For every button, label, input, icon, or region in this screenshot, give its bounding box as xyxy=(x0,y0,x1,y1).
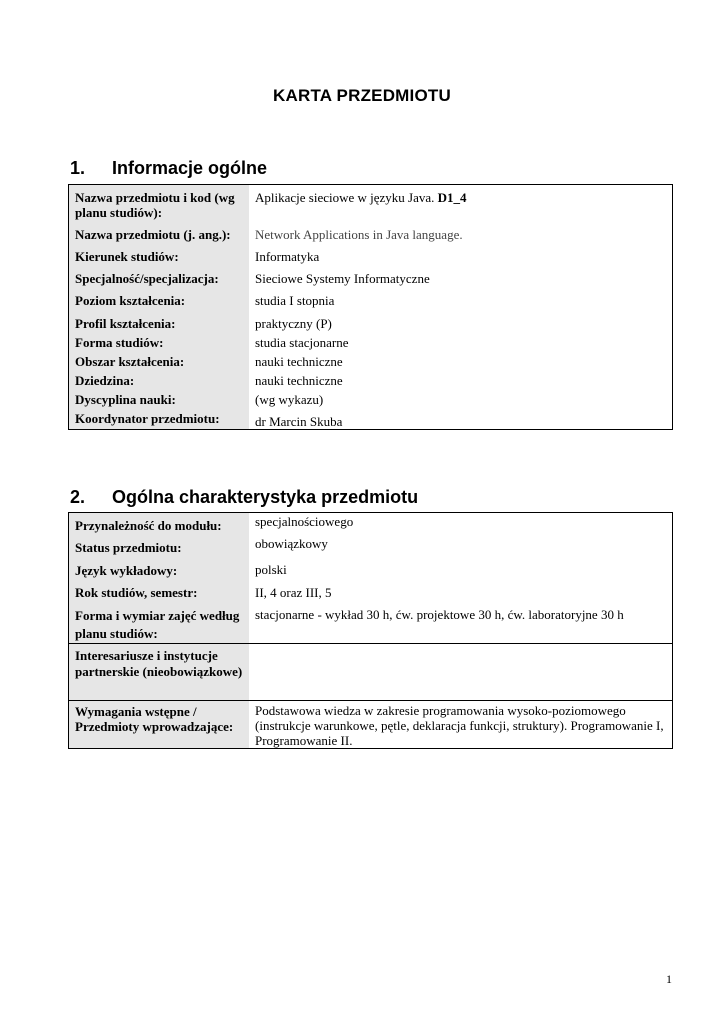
field-of-study-value: Informatyka xyxy=(255,249,320,264)
domain-value: nauki techniczne xyxy=(255,373,343,388)
course-name-label: Nazwa przedmiotu i kod (wg planu studiów): xyxy=(69,185,250,223)
field-of-study-label: Kierunek studiów: xyxy=(69,244,250,266)
course-name-text: Aplikacje sieciowe w języku Java. xyxy=(255,190,435,205)
requirements-value: Podstawowa wiedza w zakresie programowania wysoko-poziomowego (instrukcje warunkowe, pętle, deklaracja funkcji, struktury). Programowanie I, Programowanie II. xyxy=(255,703,664,748)
table-row xyxy=(69,350,673,369)
course-name-en-value: Network Applications in Java language. xyxy=(255,227,463,242)
section-2-number: 2. xyxy=(70,487,86,507)
year-semester-value: II, 4 oraz III, 5 xyxy=(255,585,332,600)
section-2-heading xyxy=(70,487,418,508)
discipline-value: (wg wykazu) xyxy=(255,392,324,407)
table-row xyxy=(69,288,673,310)
study-form-value: studia stacjonarne xyxy=(255,335,349,350)
language-label: Język wykładowy: xyxy=(69,559,250,581)
table-row xyxy=(69,581,673,603)
section-1-heading xyxy=(70,158,267,179)
education-area-value: nauki techniczne xyxy=(255,354,343,369)
course-status-label: Status przedmiotu: xyxy=(69,536,250,559)
table-row xyxy=(69,244,673,266)
section-2-title: Ogólna charakterystyka przedmiotu xyxy=(112,487,419,507)
table-row xyxy=(69,559,673,581)
discipline-label: Dyscyplina nauki: xyxy=(69,388,250,407)
table-row xyxy=(69,388,673,407)
course-status-value: obowiązkowy xyxy=(255,536,328,551)
partners-value xyxy=(249,644,673,701)
table-row xyxy=(69,310,673,331)
course-code: D1_4 xyxy=(437,190,467,205)
education-profile-label: Profil kształcenia: xyxy=(69,310,250,331)
general-info-table xyxy=(68,184,673,430)
coordinator-label: Koordynator przedmiotu: xyxy=(69,407,250,430)
module-label: Przynależność do modułu: xyxy=(69,513,250,537)
specialization-value: Sieciowe Systemy Informatyczne xyxy=(255,271,430,286)
education-level-label: Poziom kształcenia: xyxy=(69,288,250,310)
year-semester-label: Rok studiów, semestr: xyxy=(69,581,250,603)
class-form-value: stacjonarne - wykład 30 h, ćw. projektowe 30 h, ćw. laboratoryjne 30 h xyxy=(255,607,624,622)
table-row xyxy=(69,536,673,559)
document-title: KARTA PRZEDMIOTU xyxy=(273,86,451,105)
class-form-label: Forma i wymiar zajęć według planu studiów: xyxy=(69,603,250,644)
domain-label: Dziedzina: xyxy=(69,369,250,388)
partners-label: Interesariusze i instytucje partnerskie (nieobowiązkowe) xyxy=(69,644,250,701)
course-name-value xyxy=(249,185,673,223)
table-row xyxy=(69,185,673,223)
page-number: 1 xyxy=(666,972,672,986)
table-row xyxy=(69,266,673,288)
table-row xyxy=(69,603,673,644)
section-1-number: 1. xyxy=(70,158,86,178)
table-row xyxy=(69,369,673,388)
education-level-value: studia I stopnia xyxy=(255,293,335,308)
module-value: specjalnościowego xyxy=(255,514,354,529)
course-name-en-label: Nazwa przedmiotu (j. ang.): xyxy=(69,222,250,244)
specialization-label: Specjalność/specjalizacja: xyxy=(69,266,250,288)
table-row xyxy=(69,407,673,430)
section-1-title: Informacje ogólne xyxy=(112,158,268,178)
table-row xyxy=(69,513,673,537)
table-row xyxy=(69,222,673,244)
education-profile-value: praktyczny (P) xyxy=(255,316,332,331)
characteristics-table xyxy=(68,512,673,749)
requirements-label: Wymagania wstępne / Przedmioty wprowadzające: xyxy=(69,701,250,749)
language-value: polski xyxy=(255,562,287,577)
education-area-label: Obszar kształcenia: xyxy=(69,350,250,369)
table-row xyxy=(69,331,673,350)
table-row xyxy=(69,701,673,749)
table-row xyxy=(69,644,673,701)
coordinator-value: dr Marcin Skuba xyxy=(255,414,343,429)
study-form-label: Forma studiów: xyxy=(69,331,250,350)
